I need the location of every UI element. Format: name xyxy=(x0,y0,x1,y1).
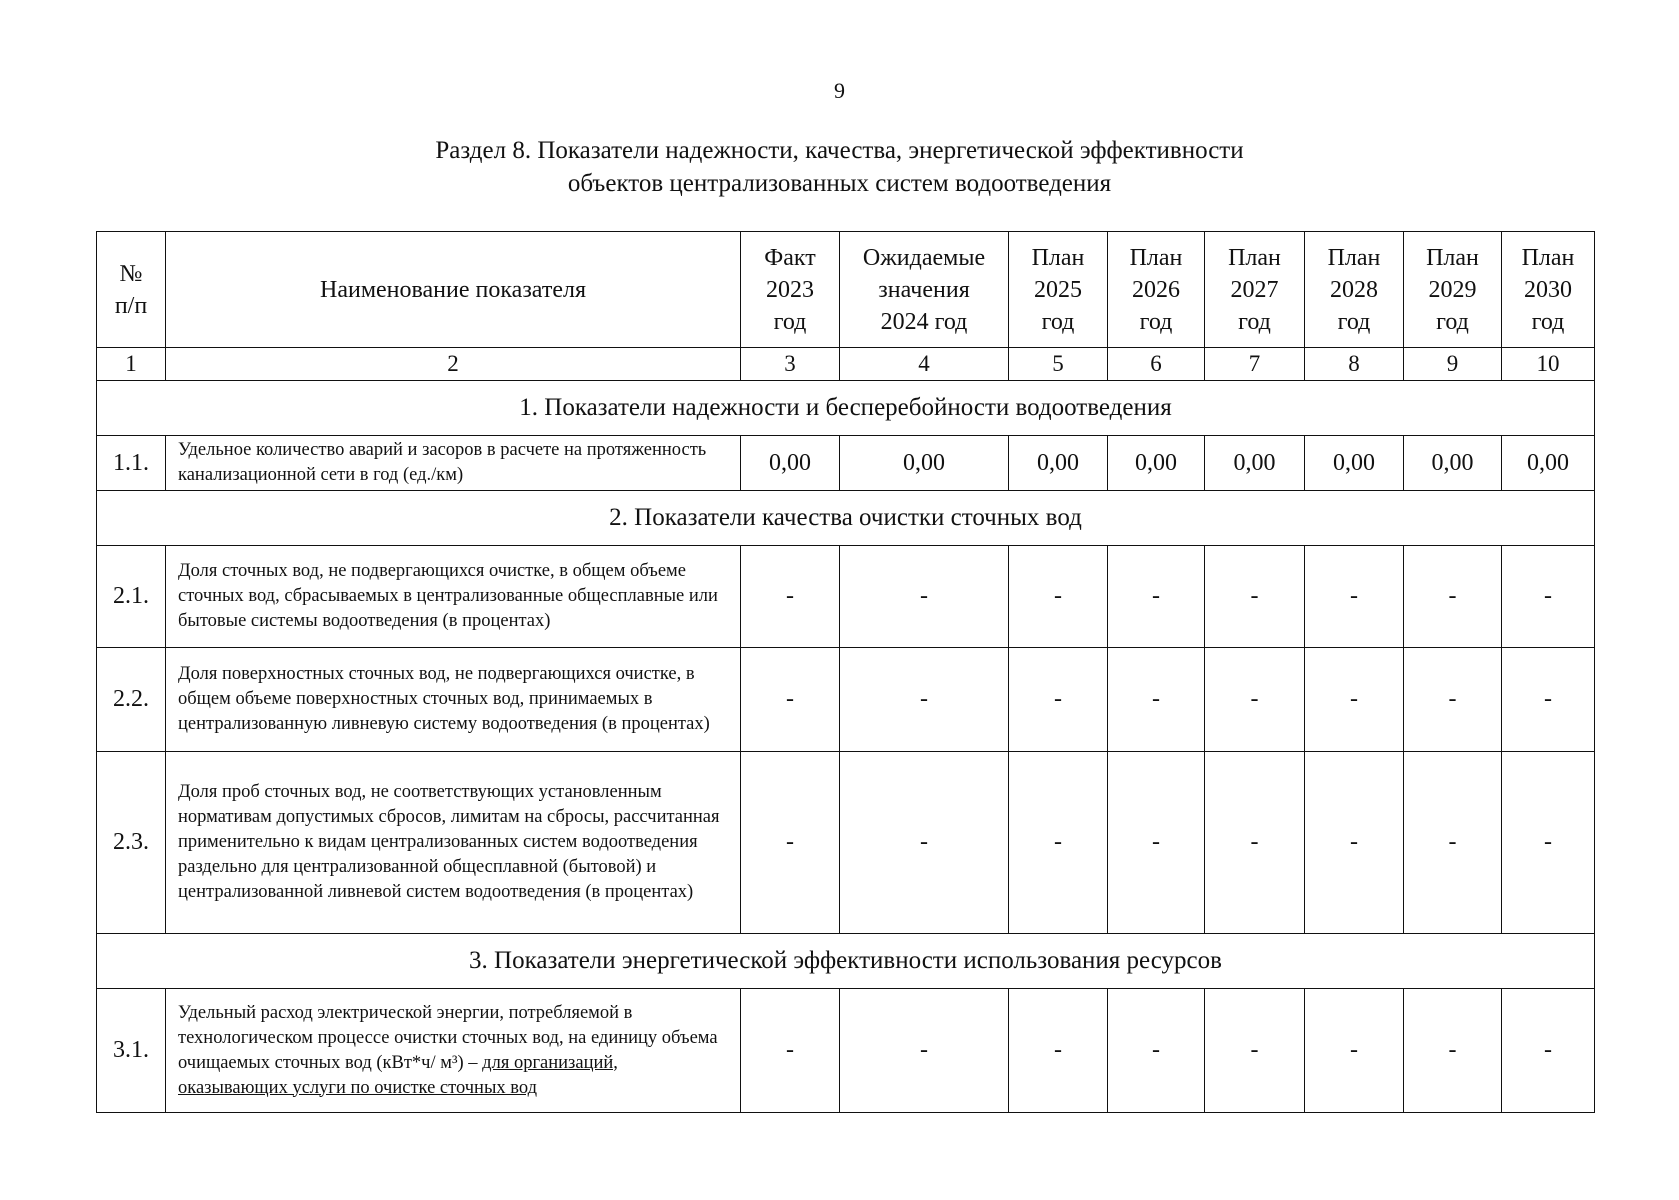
indicator-name-main: Удельный расход электрической энергии, потребляемой в технологическом процессе очистки сточных вод, на единицу объема очищаемых сточных вод (кВт*ч/ м³) – xyxy=(178,1002,718,1073)
group-row xyxy=(97,491,1595,546)
section-title xyxy=(0,134,1679,200)
value-cell: 0,00 xyxy=(1108,436,1205,491)
value-cell: - xyxy=(840,546,1009,648)
column-number: 9 xyxy=(1404,348,1502,381)
value-cell: - xyxy=(840,752,1009,934)
value-cell: - xyxy=(1108,546,1205,648)
value-cell: - xyxy=(1205,752,1305,934)
value-cell: - xyxy=(1404,648,1502,752)
header-num xyxy=(97,232,166,348)
value-cell: - xyxy=(741,648,840,752)
header-line: 2026 xyxy=(1132,276,1180,303)
header-line: Ожидаемые xyxy=(862,244,986,271)
header-plan-2025 xyxy=(1009,232,1108,348)
column-number: 4 xyxy=(840,348,1009,381)
column-number: 3 xyxy=(741,348,840,381)
header-line: год xyxy=(773,308,807,335)
value-cell: - xyxy=(1502,989,1595,1113)
header-line: 2027 xyxy=(1230,276,1279,303)
header-line: 2029 xyxy=(1428,276,1477,303)
group-title: 2. Показатели качества очистки сточных вод xyxy=(97,491,1595,546)
header-plan-2027 xyxy=(1205,232,1305,348)
header-line: План xyxy=(1228,244,1281,271)
header-row xyxy=(97,232,1595,348)
group-row xyxy=(97,381,1595,436)
value-cell: - xyxy=(1404,752,1502,934)
column-number: 5 xyxy=(1009,348,1108,381)
value-cell: - xyxy=(1009,989,1108,1113)
header-name: Наименование показателя xyxy=(166,232,741,348)
table-row xyxy=(97,989,1595,1113)
header-line: 2023 xyxy=(766,276,814,303)
value-cell: - xyxy=(741,752,840,934)
value-cell: 0,00 xyxy=(1009,436,1108,491)
value-cell: - xyxy=(1305,989,1404,1113)
header-line: 2030 xyxy=(1524,276,1572,303)
group-title: 3. Показатели энергетической эффективности использования ресурсов xyxy=(97,934,1595,989)
row-number: 3.1. xyxy=(97,989,166,1113)
section-title-line2: объектов централизованных систем водоотведения xyxy=(567,170,1112,197)
group-title: 1. Показатели надежности и бесперебойности водоотведения xyxy=(97,381,1595,436)
indicator-name-underlined: для организаций, оказывающих услуги по очистке сточных вод xyxy=(178,1052,618,1098)
header-plan-2029 xyxy=(1404,232,1502,348)
value-cell: - xyxy=(1205,989,1305,1113)
value-cell: - xyxy=(1404,546,1502,648)
indicator-name: Удельное количество аварий и засоров в расчете на протяженность канализационной сети в год (ед./км) xyxy=(166,436,741,491)
value-cell: 0,00 xyxy=(1305,436,1404,491)
header-line: План xyxy=(1129,244,1183,271)
header-line: значения xyxy=(878,276,970,303)
value-cell: - xyxy=(1502,546,1595,648)
column-number: 10 xyxy=(1502,348,1595,381)
header-line: год xyxy=(1238,308,1271,335)
value-cell: - xyxy=(840,989,1009,1113)
value-cell: - xyxy=(1009,752,1108,934)
value-cell: 0,00 xyxy=(840,436,1009,491)
value-cell: - xyxy=(1305,648,1404,752)
value-cell: - xyxy=(1205,546,1305,648)
header-line: год xyxy=(1531,308,1565,335)
header-line: 2024 год xyxy=(880,308,968,335)
indicator-name: Доля сточных вод, не подвергающихся очистке, в общем объеме сточных вод, сбрасываемых в централизованные общесплавные или бытовые системы водоотведения (в процентах) xyxy=(166,546,741,648)
group-row xyxy=(97,934,1595,989)
value-cell: - xyxy=(1009,546,1108,648)
indicator-name: Доля проб сточных вод, не соответствующих установленным нормативам допустимых сбросов, лимитам на сбросы, рассчитанная применительно к видам централизованных систем водоотведения раздельно для централизованной общесплавной (бытовой) и централизованной ливневой систем водоотведения (в процентах) xyxy=(166,752,741,934)
table-row xyxy=(97,436,1595,491)
header-line: год xyxy=(1436,308,1469,335)
header-line: План xyxy=(1031,244,1085,271)
indicator-name xyxy=(166,989,741,1113)
value-cell: - xyxy=(1305,546,1404,648)
header-line: План xyxy=(1327,244,1381,271)
header-line: Факт xyxy=(764,244,816,271)
header-line: План xyxy=(1521,244,1575,271)
header-expected-2024 xyxy=(840,232,1009,348)
page-number: 9 xyxy=(834,78,845,103)
value-cell: - xyxy=(741,546,840,648)
section-title-line1: Раздел 8. Показатели надежности, качества, энергетической эффективности xyxy=(435,137,1244,164)
header-line: План xyxy=(1426,244,1479,271)
header-num-line: № xyxy=(119,260,143,287)
value-cell: - xyxy=(1502,752,1595,934)
row-number: 2.1. xyxy=(97,546,166,648)
header-plan-2030 xyxy=(1502,232,1595,348)
header-line: год xyxy=(1139,308,1173,335)
value-cell: 0,00 xyxy=(1404,436,1502,491)
header-line: год xyxy=(1337,308,1371,335)
header-plan-2028 xyxy=(1305,232,1404,348)
value-cell: - xyxy=(1009,648,1108,752)
table-row xyxy=(97,648,1595,752)
table-body xyxy=(97,232,1595,1113)
row-number: 1.1. xyxy=(97,436,166,491)
column-number-row xyxy=(97,348,1595,381)
header-num-line: п/п xyxy=(114,292,148,319)
value-cell: - xyxy=(1404,989,1502,1113)
column-number: 7 xyxy=(1205,348,1305,381)
value-cell: - xyxy=(1108,989,1205,1113)
header-line: год xyxy=(1041,308,1075,335)
header-line: 2028 xyxy=(1330,276,1378,303)
value-cell: 0,00 xyxy=(1205,436,1305,491)
value-cell: - xyxy=(1305,752,1404,934)
row-number: 2.2. xyxy=(97,648,166,752)
column-number: 8 xyxy=(1305,348,1404,381)
header-fact-2023 xyxy=(741,232,840,348)
row-number: 2.3. xyxy=(97,752,166,934)
column-number: 1 xyxy=(97,348,166,381)
value-cell: - xyxy=(840,648,1009,752)
table-row xyxy=(97,546,1595,648)
column-number: 2 xyxy=(166,348,741,381)
value-cell: - xyxy=(1108,648,1205,752)
table-row xyxy=(97,752,1595,934)
column-number: 6 xyxy=(1108,348,1205,381)
value-cell: - xyxy=(1502,648,1595,752)
header-line: 2025 xyxy=(1034,276,1082,303)
indicators-table xyxy=(96,231,1595,1113)
value-cell: - xyxy=(741,989,840,1113)
indicator-name: Доля поверхностных сточных вод, не подвергающихся очистке, в общем объеме поверхностных сточных вод, принимаемых в централизованную ливневую систему водоотведения (в процентах) xyxy=(166,648,741,752)
value-cell: 0,00 xyxy=(1502,436,1595,491)
value-cell: 0,00 xyxy=(741,436,840,491)
header-plan-2026 xyxy=(1108,232,1205,348)
value-cell: - xyxy=(1108,752,1205,934)
value-cell: - xyxy=(1205,648,1305,752)
